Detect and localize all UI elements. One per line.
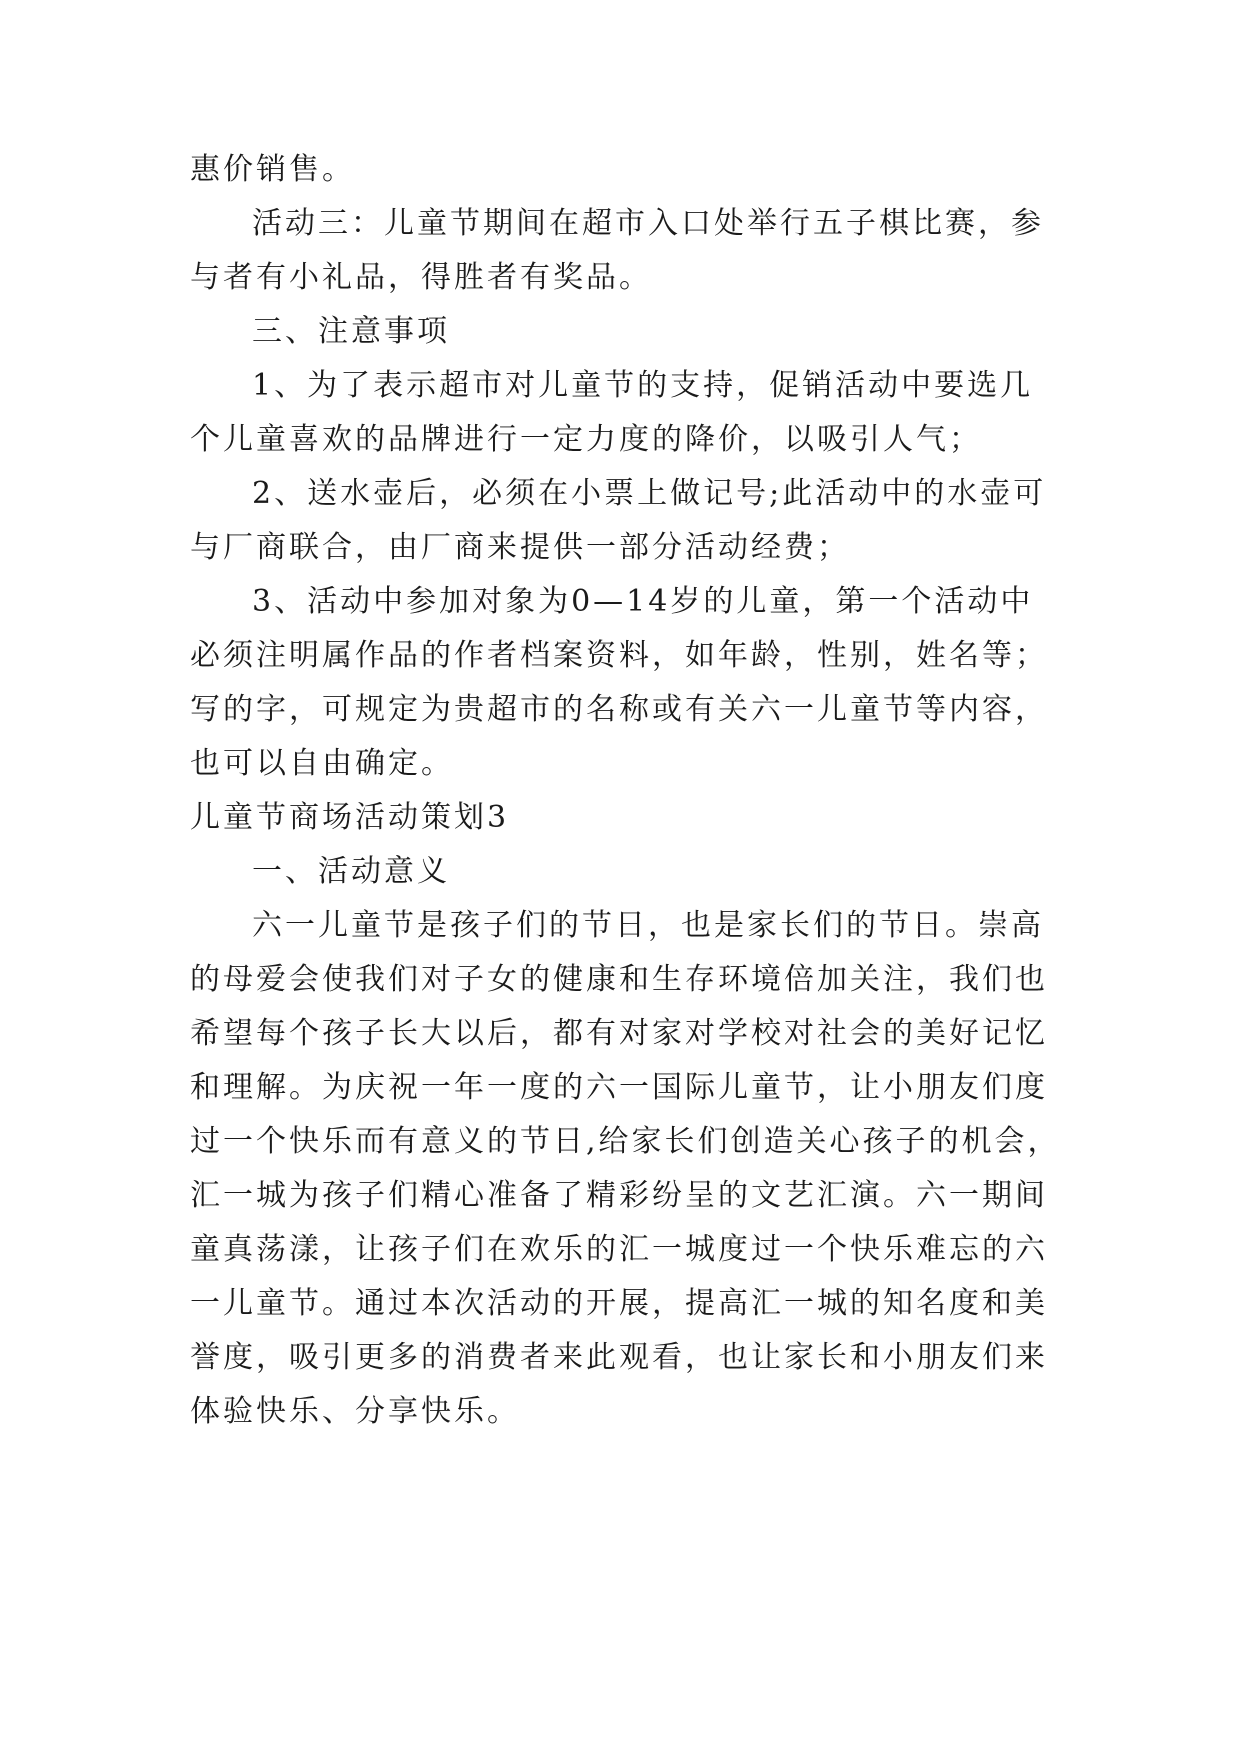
text-line: 誉度，吸引更多的消费者来此观看，也让家长和小朋友们来 <box>190 1340 1048 1375</box>
text-line: 与厂商联合，由厂商来提供一部分活动经费； <box>190 530 850 565</box>
text-line: 汇一城为孩子们精心准备了精彩纷呈的文艺汇演。六一期间 <box>190 1178 1048 1213</box>
text-line: 也可以自由确定。 <box>190 746 454 781</box>
text-line: 一儿童节。通过本次活动的开展，提高汇一城的知名度和美 <box>190 1286 1048 1321</box>
text-line: 过一个快乐而有意义的节日,给家长们创造关心孩子的机会， <box>190 1124 1061 1159</box>
document-title: 儿童节商场活动策划3 <box>190 800 510 835</box>
text-line: 体验快乐、分享快乐。 <box>190 1394 520 1429</box>
text-line: 的母爱会使我们对子女的健康和生存环境倍加关注，我们也 <box>190 962 1048 997</box>
text-line: 个儿童喜欢的品牌进行一定力度的降价，以吸引人气； <box>190 422 982 457</box>
text-line: 六一儿童节是孩子们的节日，也是家长们的节日。崇高 <box>252 908 1044 943</box>
text-line: 希望每个孩子长大以后，都有对家对学校对社会的美好记忆 <box>190 1016 1048 1051</box>
text-line: 惠价销售。 <box>190 152 355 187</box>
text-line: 必须注明属作品的作者档案资料，如年龄，性别，姓名等； <box>190 638 1048 673</box>
text-line: 3、活动中参加对象为0—14岁的儿童，第一个活动中 <box>252 584 1034 619</box>
text-line: 活动三：儿童节期间在超市入口处举行五子棋比赛，参 <box>252 206 1044 241</box>
text-line: 与者有小礼品，得胜者有奖品。 <box>190 260 652 295</box>
text-line: 和理解。为庆祝一年一度的六一国际儿童节，让小朋友们度 <box>190 1070 1048 1105</box>
text-line: 2、送水壶后，必须在小票上做记号;此活动中的水壶可 <box>252 476 1047 511</box>
text-line: 写的字，可规定为贵超市的名称或有关六一儿童节等内容， <box>190 692 1048 727</box>
text-line: 童真荡漾，让孩子们在欢乐的汇一城度过一个快乐难忘的六 <box>190 1232 1048 1267</box>
section-heading: 三、注意事项 <box>252 314 450 349</box>
text-line: 1、为了表示超市对儿童节的支持，促销活动中要选几 <box>252 368 1034 403</box>
section-heading: 一、活动意义 <box>252 854 450 889</box>
